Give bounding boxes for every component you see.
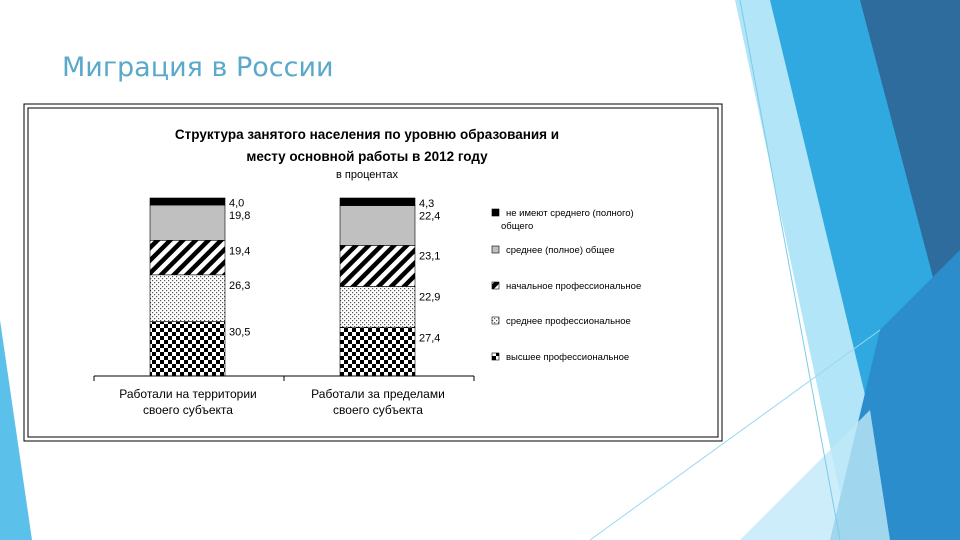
slide-title: Миграция в России bbox=[62, 52, 334, 83]
data-label-c2-s1: 4,3 bbox=[419, 197, 435, 210]
data-label-c1-s2: 19,8 bbox=[229, 210, 251, 223]
legend-label-1: не имеют среднего (полного) bbox=[506, 208, 634, 219]
bar-segment-c1-s3 bbox=[150, 240, 225, 275]
category-label-2-line-2: своего субъекта bbox=[333, 403, 423, 417]
bar-segment-c2-s4 bbox=[340, 287, 415, 328]
legend-label-2: среднее (полное) общее bbox=[506, 245, 615, 256]
bar-segment-c2-s1 bbox=[340, 198, 415, 206]
bar-segment-c2-s2 bbox=[340, 206, 415, 246]
data-label-c1-s3: 19,4 bbox=[229, 245, 251, 258]
category-label-1-line-1: Работали на территории bbox=[119, 387, 257, 401]
data-label-c1-s4: 26,3 bbox=[229, 279, 251, 292]
category-label-1-line-2: своего субъекта bbox=[143, 403, 233, 417]
legend-swatch-4 bbox=[492, 317, 499, 324]
bar-segment-c1-s1 bbox=[150, 198, 225, 205]
data-label-c1-s1: 4,0 bbox=[229, 197, 245, 210]
bar-segment-c2-s5 bbox=[340, 327, 415, 376]
bar-segment-c2-s3 bbox=[340, 245, 415, 286]
legend-label-1-line-2: общего bbox=[501, 221, 534, 232]
data-label-c2-s2: 22,4 bbox=[419, 210, 441, 223]
legend-label-5: высшее профессиональное bbox=[506, 352, 630, 363]
bar-segment-c1-s5 bbox=[150, 322, 225, 376]
bar-segment-c1-s2 bbox=[150, 205, 225, 240]
data-label-c2-s4: 22,9 bbox=[419, 291, 441, 304]
legend-swatch-2 bbox=[492, 246, 499, 253]
data-label-c2-s3: 23,1 bbox=[419, 250, 441, 263]
chart-title-line-1: Структура занятого населения по уровню образования и bbox=[174, 127, 560, 142]
legend-swatch-1 bbox=[492, 209, 499, 216]
data-label-c2-s5: 27,4 bbox=[419, 332, 441, 345]
legend-swatch-3 bbox=[492, 282, 499, 289]
data-label-c1-s5: 30,5 bbox=[229, 326, 251, 339]
category-label-2-line-1: Работали за пределами bbox=[311, 387, 445, 401]
bar-segment-c1-s4 bbox=[150, 275, 225, 322]
legend-label-4: среднее профессиональное bbox=[506, 316, 631, 327]
legend-swatch-5 bbox=[492, 353, 499, 360]
chart-title-line-2: месту основной работы в 2012 году bbox=[246, 149, 488, 164]
legend-label-3: начальное профессиональное bbox=[506, 281, 642, 292]
chart-subtitle: в процентах bbox=[336, 169, 398, 181]
